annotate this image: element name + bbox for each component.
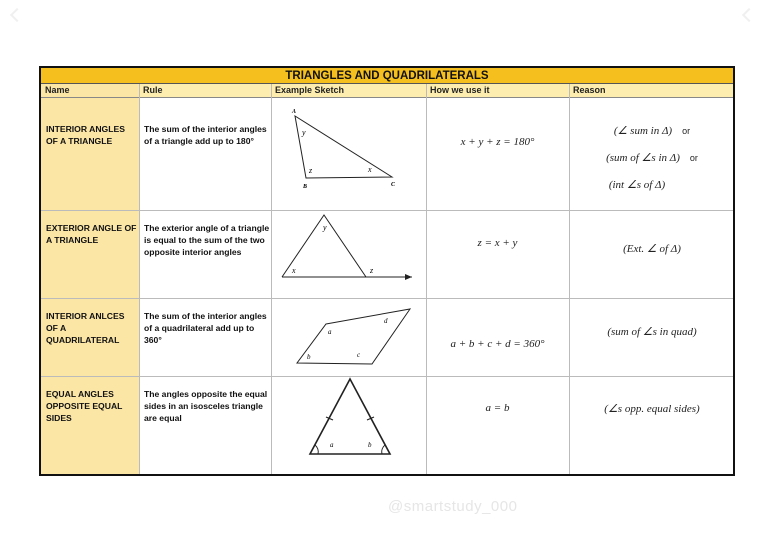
vertex-b-label: B <box>303 184 308 190</box>
column-divider <box>139 84 140 474</box>
angle-b-label: b <box>368 441 372 449</box>
corner-decoration <box>10 8 24 22</box>
angle-y-label: y <box>302 128 306 137</box>
row-2-name: EXTERIOR ANGLE OF A TRIANGLE <box>46 223 137 245</box>
header-how-we-use-it: How we use it <box>426 84 569 98</box>
corner-decoration <box>742 8 756 22</box>
vertex-a-label: A <box>292 109 297 115</box>
angle-b-label: b <box>307 353 311 361</box>
row-2-sketch <box>272 211 426 298</box>
angle-x-label: x <box>368 165 372 174</box>
or-connector: or <box>689 153 698 163</box>
header-reason: Reason <box>569 84 733 98</box>
row-4-how: a = b <box>485 402 510 414</box>
row-3-reason <box>569 325 735 339</box>
or-connector: or <box>682 126 691 136</box>
row-3-sketch <box>272 299 426 376</box>
header-example-sketch: Example Sketch <box>271 84 426 98</box>
row-3-rule: The sum of the interior angles of a quadrilateral add up to 360° <box>144 311 267 345</box>
angle-y-label: y <box>323 223 327 232</box>
row-4-name: EQUAL ANGLES OPPOSITE EQUAL SIDES <box>46 389 123 423</box>
row-2-rule: The exterior angle of a triangle is equal to the sum of the two opposite interior angles <box>144 223 270 257</box>
reason-line: (Ext. ∠ of Δ) <box>623 243 681 255</box>
angle-z-label: z <box>370 266 374 275</box>
row-2-how: z = x + y <box>477 237 518 249</box>
header-name: Name <box>41 84 139 98</box>
row-4-reason <box>569 402 735 416</box>
angle-a-label: a <box>328 328 332 336</box>
row-1-sketch <box>272 99 426 210</box>
table-title: TRIANGLES AND QUADRILATERALS <box>41 68 733 84</box>
header-rule: Rule <box>139 84 271 98</box>
row-3-name: INTERIOR ANLCES OF A QUADRILATERAL <box>46 311 125 345</box>
reason-line: (∠s opp. equal sides) <box>604 403 700 415</box>
row-2-reason <box>569 242 735 256</box>
row-1-rule: The sum of the interior angles of a triangle add up to 180° <box>144 124 267 146</box>
row-4-rule: The angles opposite the equal sides in an isosceles triangle are equal <box>144 389 268 423</box>
angle-d-label: d <box>384 317 388 325</box>
vertex-c-label: C <box>391 182 396 188</box>
reason-line: (sum of ∠s in quad) <box>607 326 697 338</box>
row-1-reason <box>569 118 735 199</box>
row-4-sketch <box>272 377 426 475</box>
row-1-how: x + y + z = 180° <box>460 136 535 148</box>
angle-c-label: c <box>357 351 361 359</box>
watermark: @smartstudy_000 <box>388 498 518 515</box>
reason-line: (sum of ∠s in Δ) <box>606 152 680 164</box>
angle-a-label: a <box>330 441 334 449</box>
angle-x-label: x <box>292 266 296 275</box>
reason-line: (∠ sum in Δ) <box>613 125 673 137</box>
row-3-how: a + b + c + d = 360° <box>450 338 545 350</box>
angle-z-label: z <box>309 166 313 175</box>
reason-line: (int ∠s of Δ) <box>608 179 666 191</box>
rules-table <box>39 66 735 476</box>
row-1-name: INTERIOR ANGLES OF A TRIANGLE <box>46 124 125 146</box>
